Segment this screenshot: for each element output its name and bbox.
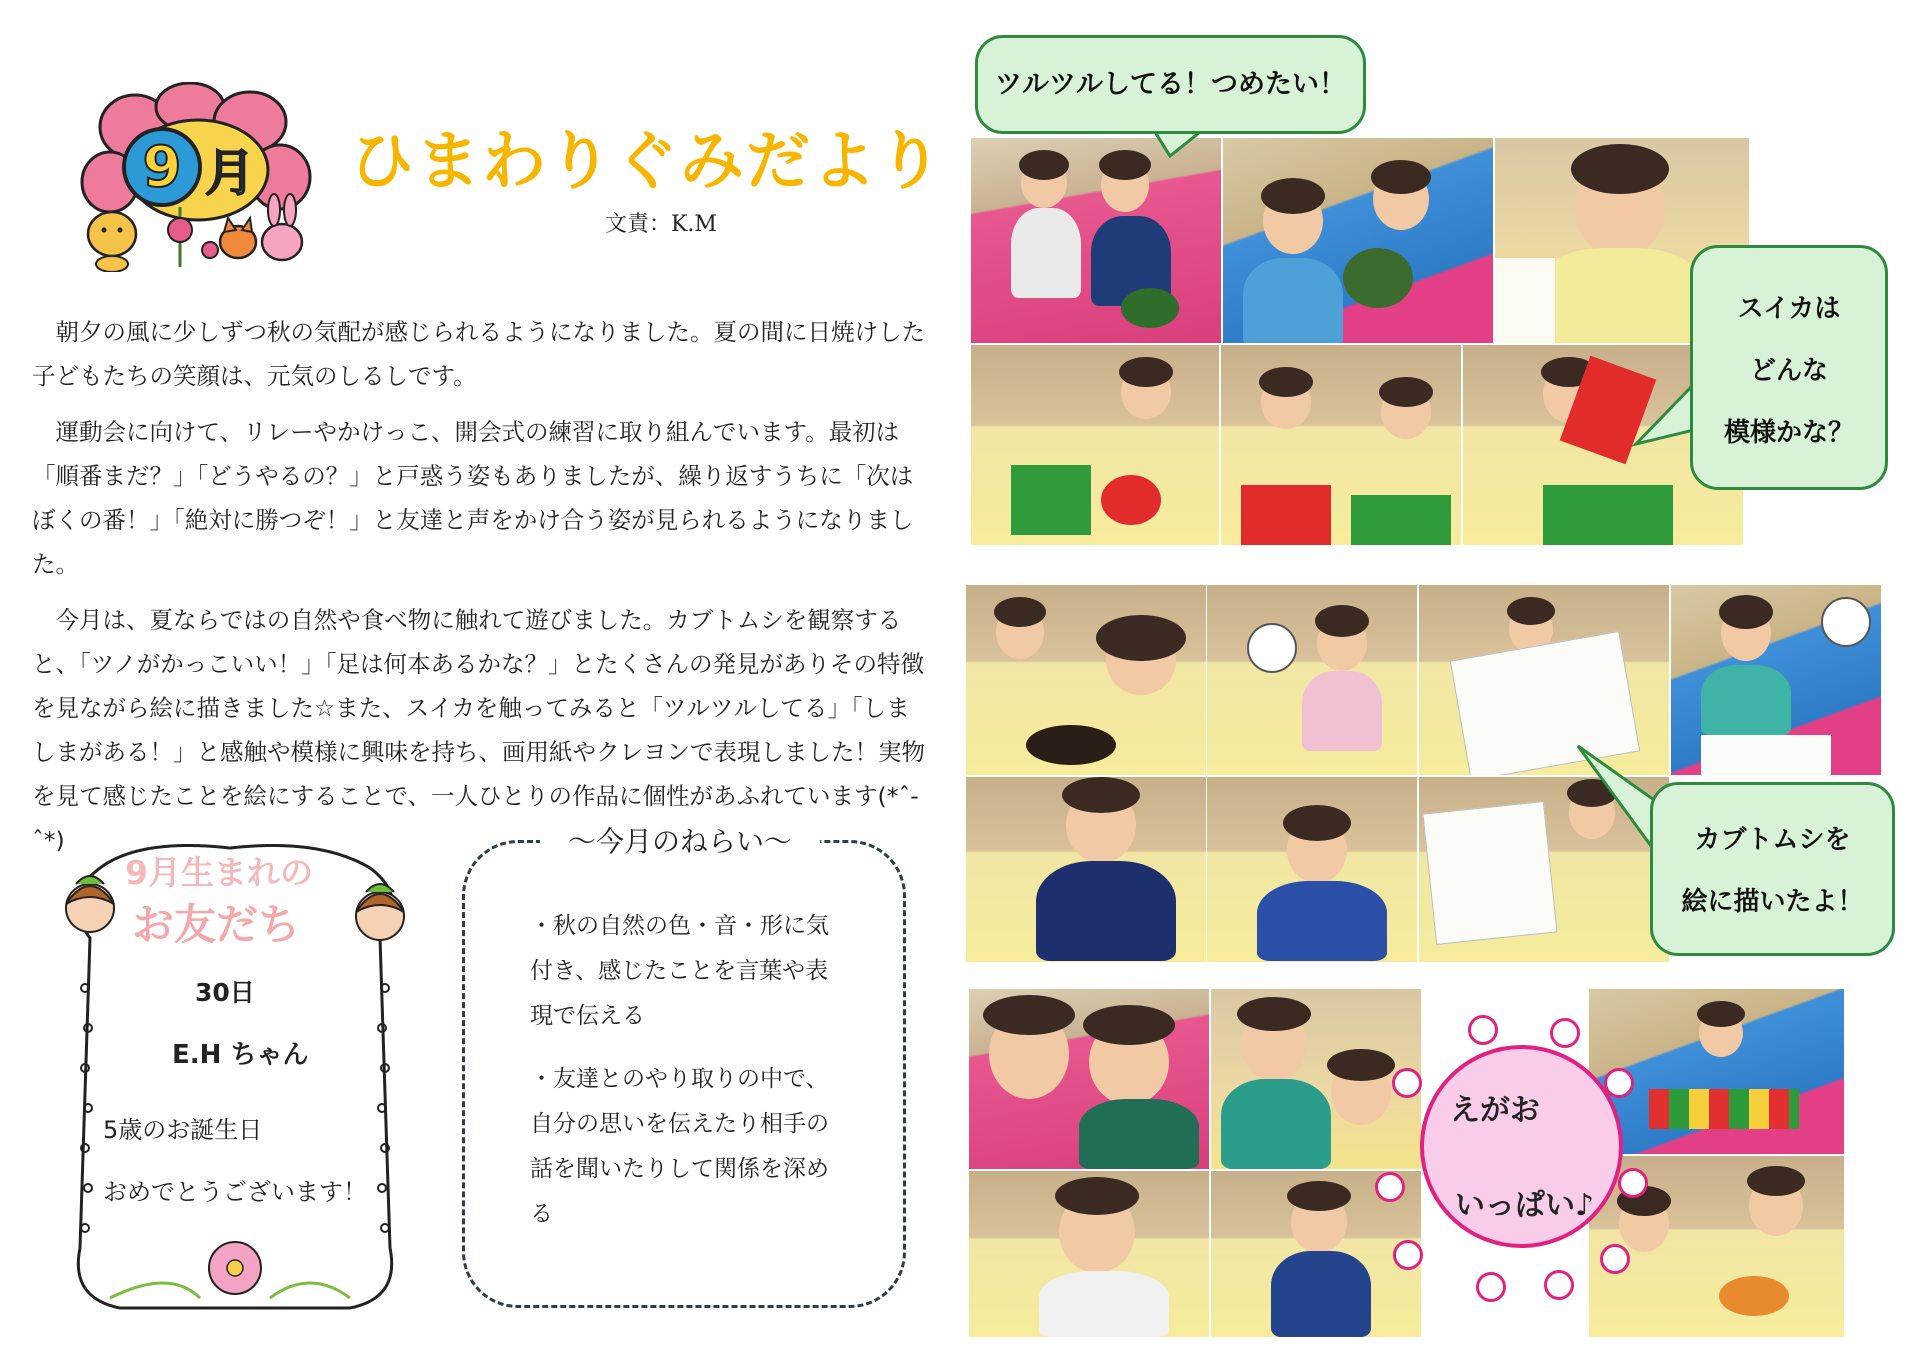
photo-eating-1: [968, 1170, 1210, 1338]
privacy-blur: [1821, 597, 1871, 647]
birthday-child-name: E.H ちゃん: [172, 1040, 309, 1070]
smiles-text-line2: いっぱい♪: [1455, 1188, 1595, 1223]
author-credit: 文責：K.M: [605, 212, 717, 237]
birthday-title-line2: お友だち: [132, 900, 301, 949]
newsletter-body: [32, 310, 932, 874]
bubble-line: どんな: [1749, 356, 1828, 386]
privacy-blur: [1247, 623, 1297, 673]
speech-bubble-beetle: [1650, 782, 1895, 956]
photo-watermelon-group: [970, 137, 1222, 344]
badge-month-number: 9: [142, 135, 182, 200]
monthly-goals-title: 〜今月のねらい〜: [540, 820, 820, 860]
body-paragraph: 朝夕の風に少しずつ秋の気配が感じられるようになりました。夏の間に日焼けした子どもたちの笑顔は、元気のしるしです。: [32, 318, 925, 390]
monthly-goals-list: [530, 904, 830, 1255]
photo-beetle-hold-1: [965, 776, 1207, 963]
newsletter-title: ひまわりぐみだより: [350, 125, 944, 199]
birthday-age: 5歳のお誕生日: [103, 1116, 263, 1144]
goal-item: ・友達とのやり取りの中で、自分の思いを伝えたり相手の話を聞いたりして関係を深める: [530, 1066, 829, 1227]
september-flower-badge: [80, 82, 320, 272]
bubble-tail: [1574, 740, 1658, 860]
body-paragraph: 運動会に向けて、リレーやかけっこ、開会式の練習に取り組んでいます。最初は「順番まだ？」「どうやるの？」と戸惑う姿もありましたが、繰り返すうちに「次はぼくの番！」「絶対に勝つぞ！」と友達と声をかけ合う姿が見られるようになりました。: [32, 418, 914, 578]
speech-bubble-watermelon-pattern: [1690, 245, 1888, 490]
photo-smiling-kids-1: [968, 988, 1210, 1170]
smiles-text-line1: えがお: [1450, 1093, 1540, 1128]
photo-beetle-hold-2: [1206, 776, 1418, 963]
bubble-line: 模様かな？: [1723, 418, 1854, 448]
photo-cutting-paper-2: [1220, 344, 1462, 546]
bubble-tail: [1632, 380, 1698, 450]
photo-beetle-observe-2: [1206, 584, 1418, 776]
speech-bubble-watermelon-touch: ツルツルしてる！つめたい！: [975, 35, 1366, 134]
photo-beetle-drawing-2: [1670, 584, 1882, 776]
bubble-line: スイカは: [1737, 294, 1841, 324]
photo-smiling-kids-2: [1210, 988, 1422, 1170]
photo-cutting-paper-1: [970, 344, 1220, 546]
photo-watermelon-touch: [1222, 137, 1494, 344]
birthday-message: おめでとうございます！: [103, 1178, 367, 1206]
badge-month-unit: 月: [205, 144, 255, 202]
bubble-line: 絵に描いたよ！: [1681, 887, 1864, 917]
goal-item: ・秋の自然の色・音・形に気付き、感じたことを言葉や表現で伝える: [530, 913, 829, 1029]
body-paragraph: 今月は、夏ならではの自然や食べ物に触れて遊びました。カブトムシを観察すると、「ツノがかっこいい！」「足は何本あるかな？」とたくさんの発見がありその特徴を見ながら絵に描きました☆また、スイカを触ってみると「ツルツルしてる」「しましまがある！」と感触や模様に興味を持ち、画用紙やクレヨンで表現しました！実物を見て感じたことを絵にすることで、一人ひとりの作品に個性があふれています(*ˆ-ˆ*): [32, 606, 925, 854]
photo-beetle-observe-1: [965, 584, 1207, 776]
birthday-date: 30日: [195, 978, 255, 1007]
birthday-title-line1: 9月生まれの: [125, 853, 313, 892]
bubble-line: カブトムシを: [1694, 825, 1851, 855]
